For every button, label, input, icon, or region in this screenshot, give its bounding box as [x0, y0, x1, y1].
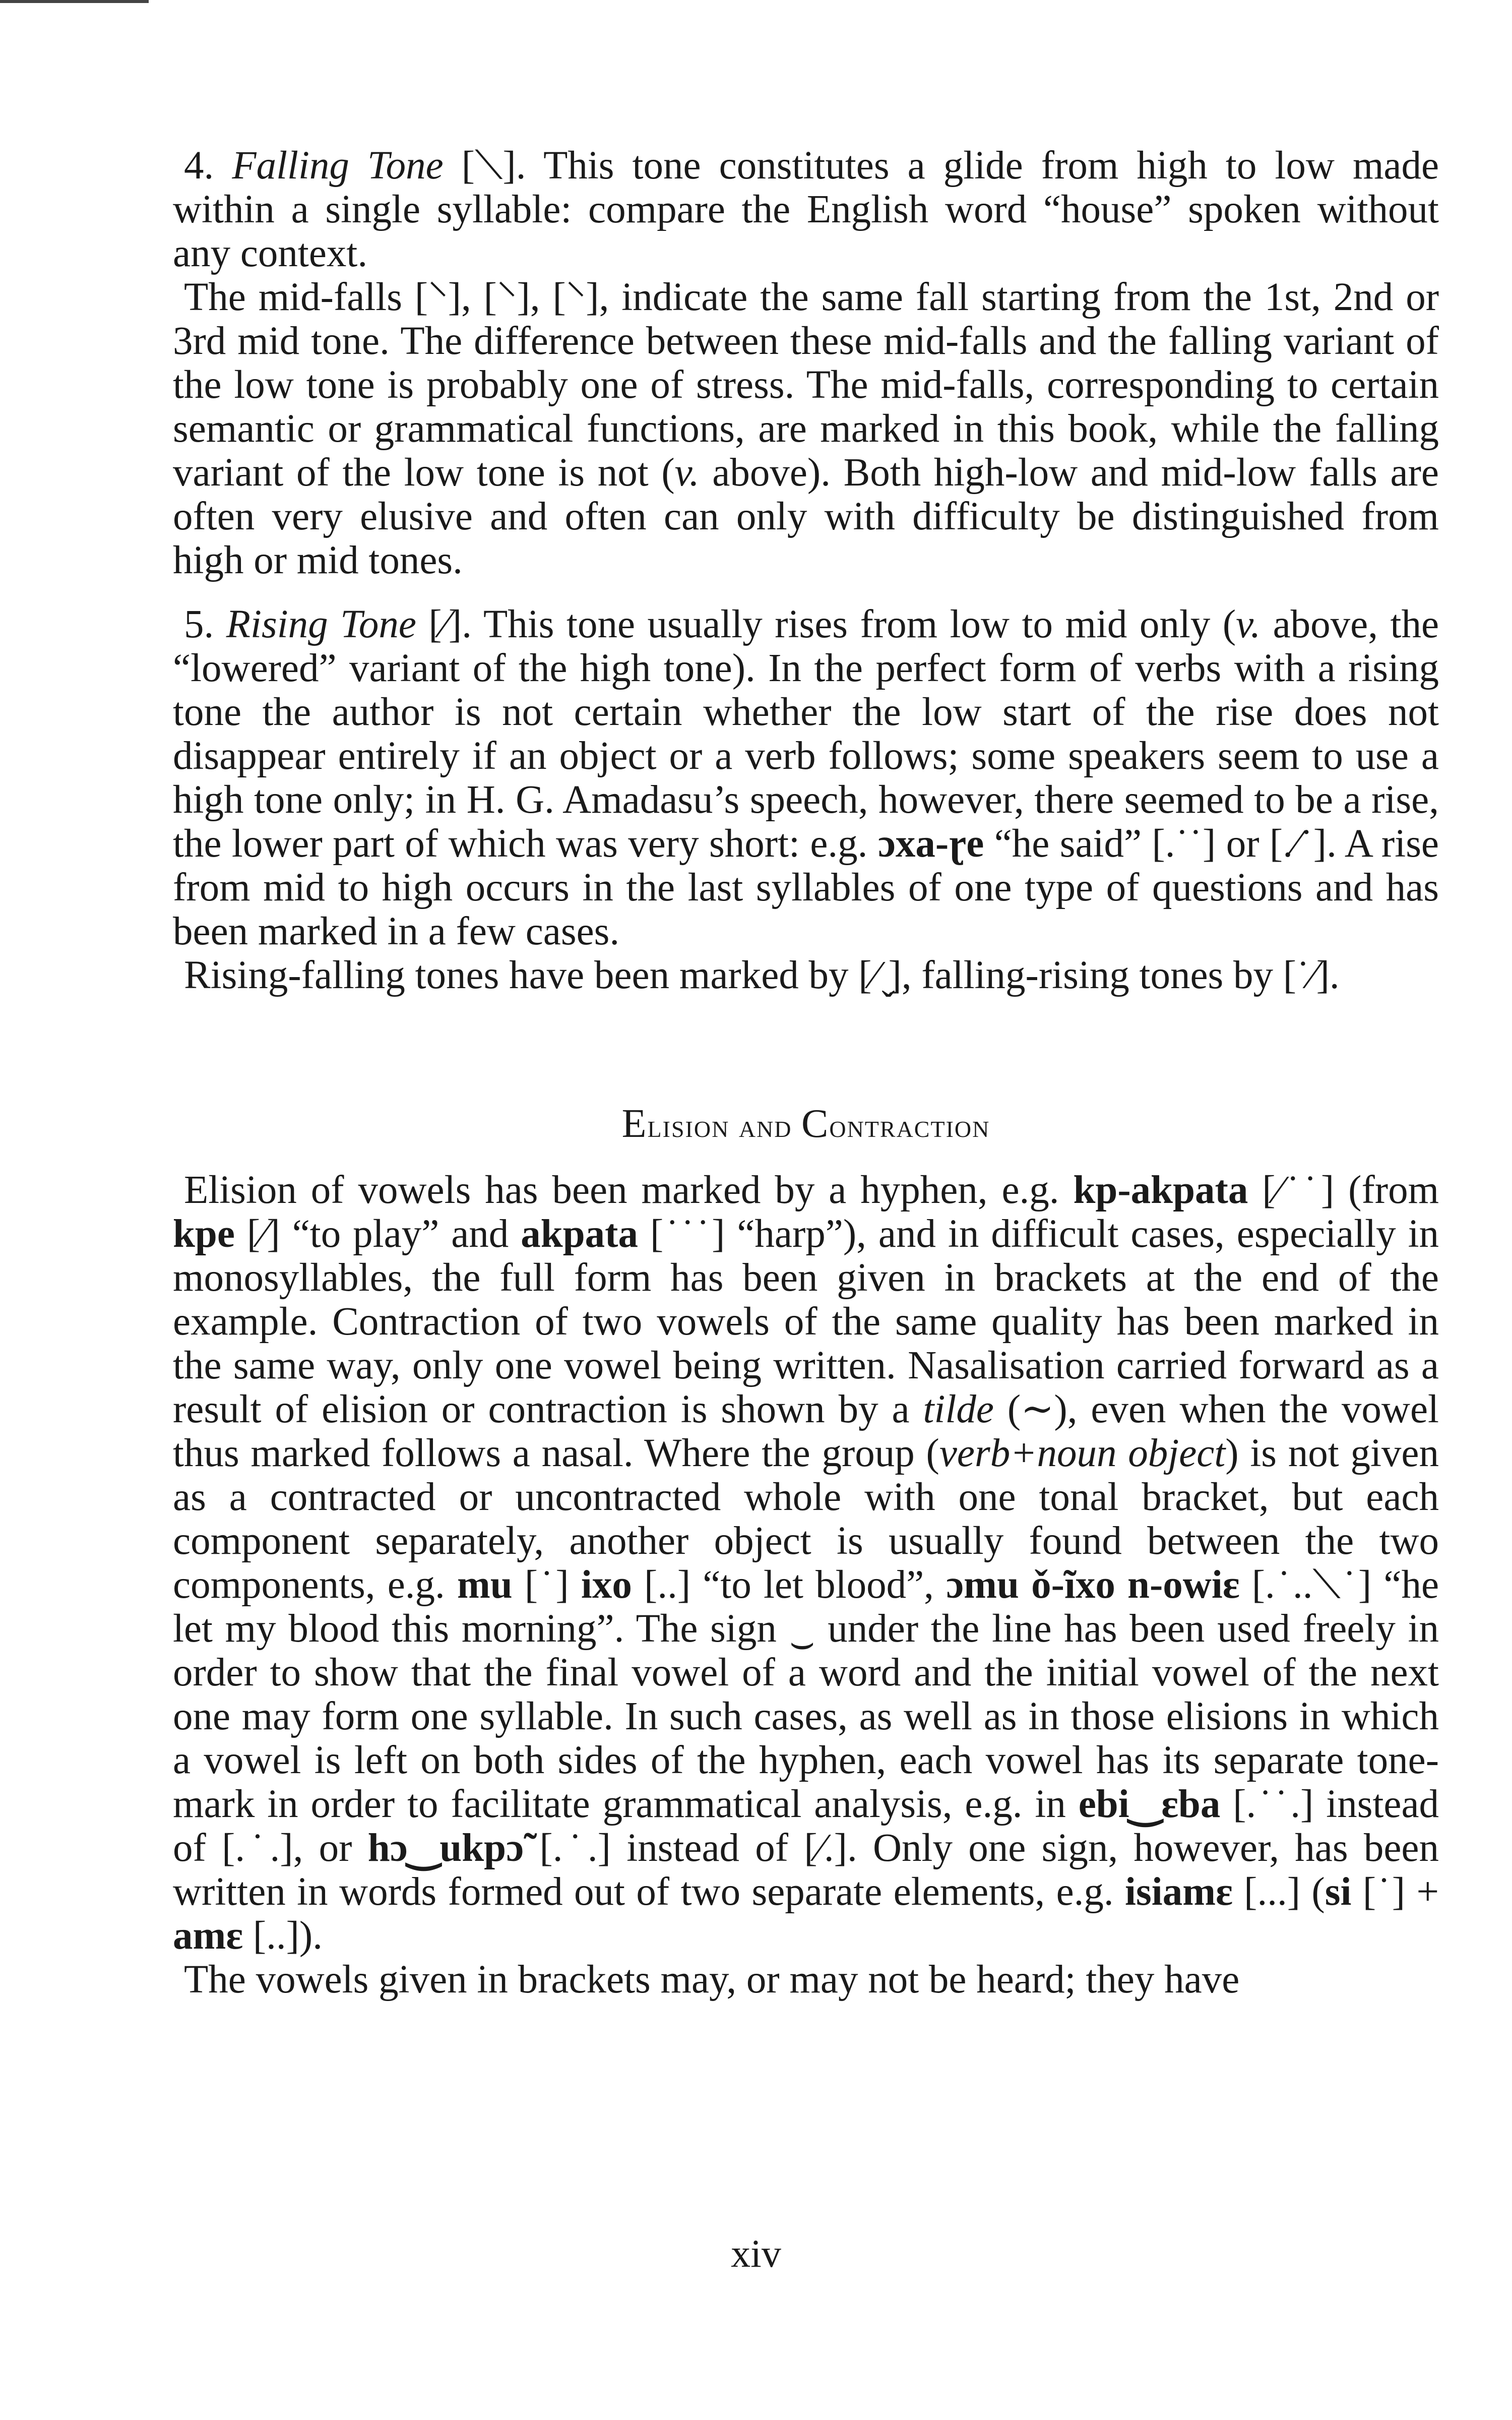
section-term: Falling Tone [232, 144, 444, 188]
italic-term: verb+noun object [939, 1431, 1226, 1475]
abbrev-vide: v. [674, 451, 700, 495]
paragraph-text: This tone usually rises from low to mid only ( [483, 602, 1236, 646]
paragraph-text: [⁄] “to play” and [246, 1212, 509, 1256]
example-word: ɔmu ǒ-ĩxo n-owiɛ [946, 1563, 1240, 1607]
paragraph-text: (∼), even when the vowel thus marked follows a nasal. Where the group ( [173, 1387, 1439, 1475]
example-word: ebi‿ɛba [1078, 1782, 1221, 1826]
paragraph-text: [..]). [253, 1914, 323, 1958]
paragraph-text: Rising-falling tones have been marked by [⁄ ̬], falling-rising tones by [˙⁄]. [184, 953, 1340, 997]
example-word: kpe [173, 1212, 235, 1256]
paragraph-elision [173, 1168, 1439, 1958]
tone-symbol: [⟍]. [461, 144, 526, 188]
page-body [173, 144, 1439, 2002]
paragraph-text: [˙] [524, 1563, 569, 1607]
paragraph-text: [.˙˙.] instead of [.˙.], or [173, 1782, 1439, 1870]
paragraph-text: Elision of vowels has been marked by a hyphen, e.g. [184, 1168, 1059, 1212]
example-word: isiamɛ [1125, 1870, 1233, 1914]
paragraph-falling-tone [173, 144, 1439, 275]
paragraph-bracket-vowels [173, 1958, 1439, 2002]
paragraph-text: [..] “to let blood”, [644, 1563, 934, 1607]
example-word: ɔxa-ɽe [877, 822, 984, 866]
paragraph-rising-falling [173, 953, 1439, 997]
example-word: ixo [581, 1563, 632, 1607]
abbrev-vide: v. [1236, 602, 1261, 646]
italic-term: tilde [923, 1387, 994, 1431]
paragraph-text: ) is not given as a contracted or uncontracted whole with one tonal bracket, but each component separately, another object is usually found between the two components, e.g. [173, 1431, 1439, 1607]
paragraph-text: above). Both high-low and mid-low falls are often very elusive and often can only with difficulty be distinguished from high or mid tones. [173, 451, 1439, 582]
paragraph-rising-tone [173, 602, 1439, 953]
section-term: Rising Tone [226, 602, 416, 646]
example-word: mu [457, 1563, 513, 1607]
example-word: si [1325, 1870, 1352, 1914]
section-number: 4. [184, 144, 214, 188]
paragraph-text: The vowels given in brackets may, or may not be heard; they have [184, 1958, 1240, 2002]
example-word: amɛ [173, 1914, 243, 1958]
tone-symbol: [⁄]. [428, 602, 472, 646]
example-word: hɔ‿ukpɔ̃ [367, 1826, 524, 1870]
paragraph-mid-falls [173, 275, 1439, 582]
paragraph-text: This tone constitutes a glide from high to low made within a single syllable: compare the English word “house” spoken without any context. [173, 144, 1439, 275]
paragraph-text: [...] ( [1244, 1870, 1325, 1914]
section-heading: Elision and Contraction [621, 1102, 990, 1146]
section-number: 5. [184, 602, 214, 646]
example-word: akpata [521, 1212, 638, 1256]
paragraph-text: [˙˙˙] “harp”), and in difficult cases, especially in monosyllables, the full form has been given in brackets at the end of the example. Contraction of two vowels of the same quality has been marked in the same way, only one vowel being written. Nasalisation carried forward as a result of elision or contraction is shown by a [173, 1212, 1439, 1431]
paragraph-text: above, the “lowered” variant of the high tone). In the perfect form of verbs with a rising tone the author is not certain whether the low start of the rise does not disappear entirely if an object or a verb follows; some speakers seem to use a high tone only; in H. G. Amadasu’s speech, however, there seemed to be a rise, the lower part of which was very short: e.g. [173, 602, 1439, 866]
paragraph-text: The mid-falls [⸌], [⸌], [⸌], indicate the same fall starting from the 1st, 2nd or 3rd mid tone. The difference between these mid-falls and the falling variant of the low tone is probably one of stress. The mid-falls, corresponding to certain semantic or grammatical functions, are marked in this book, while the falling variant of the low tone is not ( [173, 275, 1439, 495]
paragraph-text: [˙] + [1362, 1870, 1439, 1914]
paragraph-text: [.˙.] instead of [⁄.]. Only one sign, however, has been written in words formed out of two separate elements, e.g. [173, 1826, 1439, 1914]
top-rule [0, 0, 149, 3]
page-number: xiv [731, 2231, 781, 2275]
paragraph-text: “he said” [.˙˙] or [.⁄˙]. A rise from mid to high occurs in the last syllables of one type of questions and has been marked in a few cases. [173, 822, 1439, 953]
example-word: kp-akpata [1073, 1168, 1248, 1212]
paragraph-text: [.˙..⟍˙] “he let my blood this morning”. The sign ‿ under the line has been used freely in order to show that the final vowel of a word and the initial vowel of the next one may form one syllable. In such cases, as well as in those elisions in which a vowel is left on both sides of the hyphen, each vowel has its separate tone-mark in order to facilitate grammatical analysis, e.g. in [173, 1563, 1439, 1826]
paragraph-text: [⁄˙˙] (from [1262, 1168, 1439, 1212]
